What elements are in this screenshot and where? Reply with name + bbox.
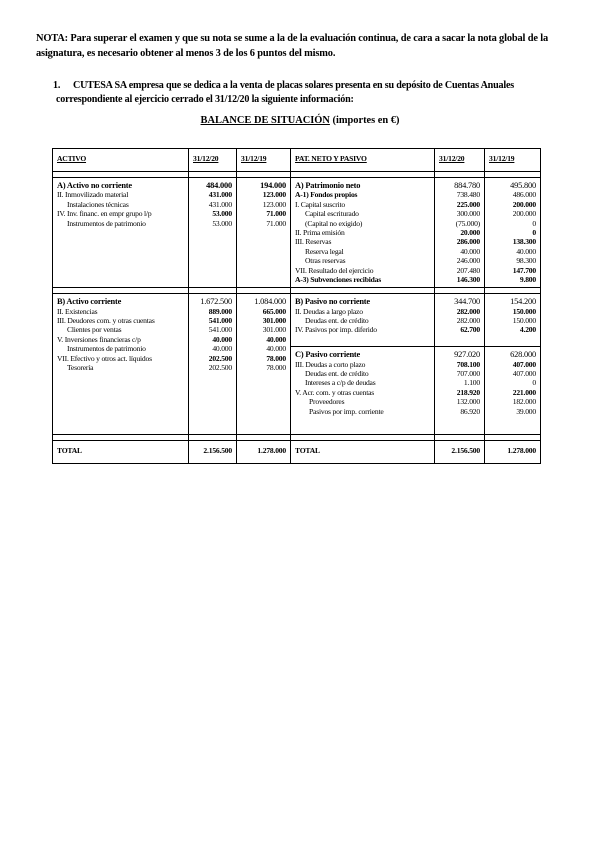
cell: 1.100: [463, 378, 480, 388]
cell: 98.300: [516, 256, 536, 266]
cell: 407.000: [512, 369, 536, 379]
cell: 86.920: [460, 406, 480, 416]
balance-title: [0, 115, 600, 126]
question-text: CUTESA SA empresa que se dedica a la venta de placas solares presenta en su depósito de Cuentas Anuales correspondiente al ejercicio cerrado el 31/12/20 la siguiente información:: [56, 80, 514, 105]
table-row: V. Inversiones financieras c/p: [57, 334, 141, 344]
table-row: Otras reservas: [305, 256, 346, 266]
cell: 286.000: [456, 237, 480, 247]
cell: 138.300: [512, 237, 536, 247]
cell: 53.000: [212, 209, 232, 219]
total-activo-2020: 2.156.500: [189, 441, 237, 464]
cell: 53.000: [212, 218, 232, 228]
cell: 301.000: [262, 316, 286, 326]
cell: 200.000: [512, 199, 536, 209]
table-row: Intereses a c/p de deudas: [305, 378, 376, 388]
cell: 484.000: [206, 181, 232, 190]
cell: 301.000: [262, 325, 286, 335]
cell: 200.000: [512, 209, 536, 219]
table-row: A-1) Fondos propios: [295, 190, 358, 200]
header-pasivo-date-2020: 31/12/20: [435, 149, 485, 172]
pn-2020: [435, 178, 485, 288]
cell: 40.000: [516, 246, 536, 256]
pn-2019: [485, 178, 541, 288]
cell: 431.000: [208, 190, 232, 200]
table-row: A-3) Subvenciones recibidas: [295, 274, 382, 284]
pnc-2019: [485, 294, 540, 346]
cell: 225.000: [456, 199, 480, 209]
ac-labels: [53, 294, 189, 435]
cell: 708.100: [456, 359, 480, 369]
cell: 20.000: [460, 227, 480, 237]
cell: 71.000: [266, 209, 286, 219]
total-pasivo-2019: 1.278.000: [485, 441, 541, 464]
cell: 39.000: [516, 406, 536, 416]
pasivo-2020: [435, 294, 485, 435]
table-row: Deudas ent. de crédito: [305, 316, 369, 326]
cell: 486.000: [512, 190, 536, 200]
cell: 344.700: [454, 297, 480, 307]
cell: 221.000: [512, 387, 536, 397]
cell: 1.084.000: [254, 297, 286, 307]
balance-title-main: BALANCE DE SITUACIÓN: [200, 115, 330, 126]
cell: 78.000: [266, 353, 286, 363]
table-row: II. Prima emisión: [295, 227, 345, 237]
table-row: Reserva legal: [305, 246, 344, 256]
cell: 132.000: [456, 397, 480, 407]
table-row: V. Acr. com. y otras cuentas: [295, 387, 375, 397]
table-row: Instrumentos de patrimonio: [67, 218, 146, 228]
header-row: [53, 149, 541, 172]
total-pasivo-label: TOTAL: [291, 441, 435, 464]
cell: 207.480: [456, 265, 480, 275]
header-date-2020: 31/12/20: [189, 149, 237, 172]
table-row: Pasivos por imp. corriente: [309, 406, 384, 416]
total-activo-label: TOTAL: [53, 441, 189, 464]
section-anc-pn: [53, 178, 541, 288]
table-row: B) Pasivo no corriente: [295, 297, 370, 307]
cell: 927.020: [454, 350, 480, 360]
cell: 123.000: [262, 199, 286, 209]
cell: 4.200: [519, 325, 536, 335]
anc-2019: [237, 178, 291, 288]
table-row: III. Deudas a corto plazo: [295, 359, 366, 369]
cell: 1.672.500: [200, 297, 232, 307]
table-row: Clientes por ventas: [67, 325, 122, 335]
cell: 71.000: [266, 218, 286, 228]
table-row: A) Activo no corriente: [57, 181, 132, 190]
table-row: IV. Pasivos por imp. diferido: [295, 325, 377, 335]
cell: 246.000: [456, 256, 480, 266]
cell: 40.000: [212, 344, 232, 354]
cell: 889.000: [208, 306, 232, 316]
cell: 541.000: [208, 325, 232, 335]
cell: 282.000: [456, 306, 480, 316]
cell: 78.000: [266, 363, 286, 373]
table-row: (Capital no exigido): [305, 218, 363, 228]
anc-labels: [53, 178, 189, 288]
table-row: Deudas ent. de crédito: [305, 369, 369, 379]
ac-2020: [189, 294, 237, 435]
cell: 202.500: [208, 363, 232, 373]
cell: 665.000: [262, 306, 286, 316]
table-row: III. Reservas: [295, 237, 332, 247]
anc-2020: [189, 178, 237, 288]
cell: 0: [532, 218, 536, 228]
cell: 150.000: [512, 316, 536, 326]
cell: 300.000: [456, 209, 480, 219]
cell: 495.800: [510, 181, 536, 190]
pnc-2020: [435, 294, 484, 346]
table-row: B) Activo corriente: [57, 297, 122, 307]
question-1: [53, 79, 542, 107]
question-number: 1.: [53, 80, 61, 91]
cell: 707.000: [456, 369, 480, 379]
total-pasivo-2020: 2.156.500: [435, 441, 485, 464]
table-row: III. Deudores com. y otras cuentas: [57, 316, 155, 326]
section-ac-pasivo: [53, 294, 541, 435]
table-row: IV. Inv. financ. en empr grupo l/p: [57, 209, 152, 219]
cell: 0: [532, 227, 536, 237]
header-date-2019: 31/12/19: [237, 149, 291, 172]
table-row: Proveedores: [309, 397, 345, 407]
pc-labels: [291, 346, 434, 419]
header-activo: ACTIVO: [53, 149, 189, 172]
table-row: A) Patrimonio neto: [295, 181, 361, 190]
cell: 884.780: [454, 181, 480, 190]
cell: 541.000: [208, 316, 232, 326]
pasivo-2019: [485, 294, 541, 435]
cell: 147.700: [512, 265, 536, 275]
cell: (75.000): [455, 218, 480, 228]
pc-2020: [435, 346, 484, 419]
header-pasivo-date-2019: 31/12/19: [485, 149, 541, 172]
table-row: C) Pasivo corriente: [295, 350, 361, 360]
table-row: VII. Resultado del ejercicio: [295, 265, 374, 275]
header-pasivo: PAT. NETO Y PASIVO: [291, 149, 435, 172]
cell: 9.800: [519, 274, 536, 284]
cell: 62.700: [460, 325, 480, 335]
cell: 282.000: [456, 316, 480, 326]
cell: 628.000: [510, 350, 536, 360]
total-row: [53, 441, 541, 464]
table-row: Instalaciones técnicas: [67, 199, 129, 209]
balance-title-sub: (importes en €): [332, 115, 400, 126]
cell: 40.000: [266, 344, 286, 354]
pnc-labels: [291, 294, 434, 346]
pn-labels: [291, 178, 435, 288]
cell: 218.920: [456, 387, 480, 397]
cell: 182.000: [512, 397, 536, 407]
cell: 40.000: [266, 334, 286, 344]
table-row: II. Inmovilizado material: [57, 190, 129, 200]
table-row: VII. Efectivo y otros act. líquidos: [57, 353, 152, 363]
cell: 40.000: [212, 334, 232, 344]
table-row: II. Deudas a largo plazo: [295, 306, 363, 316]
cell: 431.000: [208, 199, 232, 209]
table-row: Capital escriturado: [305, 209, 359, 219]
table-row: I. Capital suscrito: [295, 199, 345, 209]
cell: 0: [532, 378, 536, 388]
cell: 407.000: [512, 359, 536, 369]
table-row: Instrumentos de patrimonio: [67, 344, 146, 354]
exam-note: NOTA: Para superar el examen y que su nota se sume a la de la evaluación continua, de cara a sacar la nota global de la asignatura, es necesario obtener al menos 3 de los 6 puntos del mismo.: [36, 33, 549, 59]
cell: 150.000: [512, 306, 536, 316]
cell: 202.500: [208, 353, 232, 363]
cell: 738.480: [456, 190, 480, 200]
ac-2019: [237, 294, 291, 435]
table-row: II. Existencias: [57, 306, 98, 316]
pc-2019: [485, 346, 540, 419]
cell: 123.000: [262, 190, 286, 200]
cell: 154.200: [510, 297, 536, 307]
table-row: Tesorería: [67, 363, 94, 373]
total-activo-2019: 1.278.000: [237, 441, 291, 464]
balance-table: [52, 148, 541, 464]
cell: 194.000: [260, 181, 286, 190]
cell: 40.000: [460, 246, 480, 256]
pasivo-labels: [291, 294, 435, 435]
cell: 146.300: [456, 274, 480, 284]
